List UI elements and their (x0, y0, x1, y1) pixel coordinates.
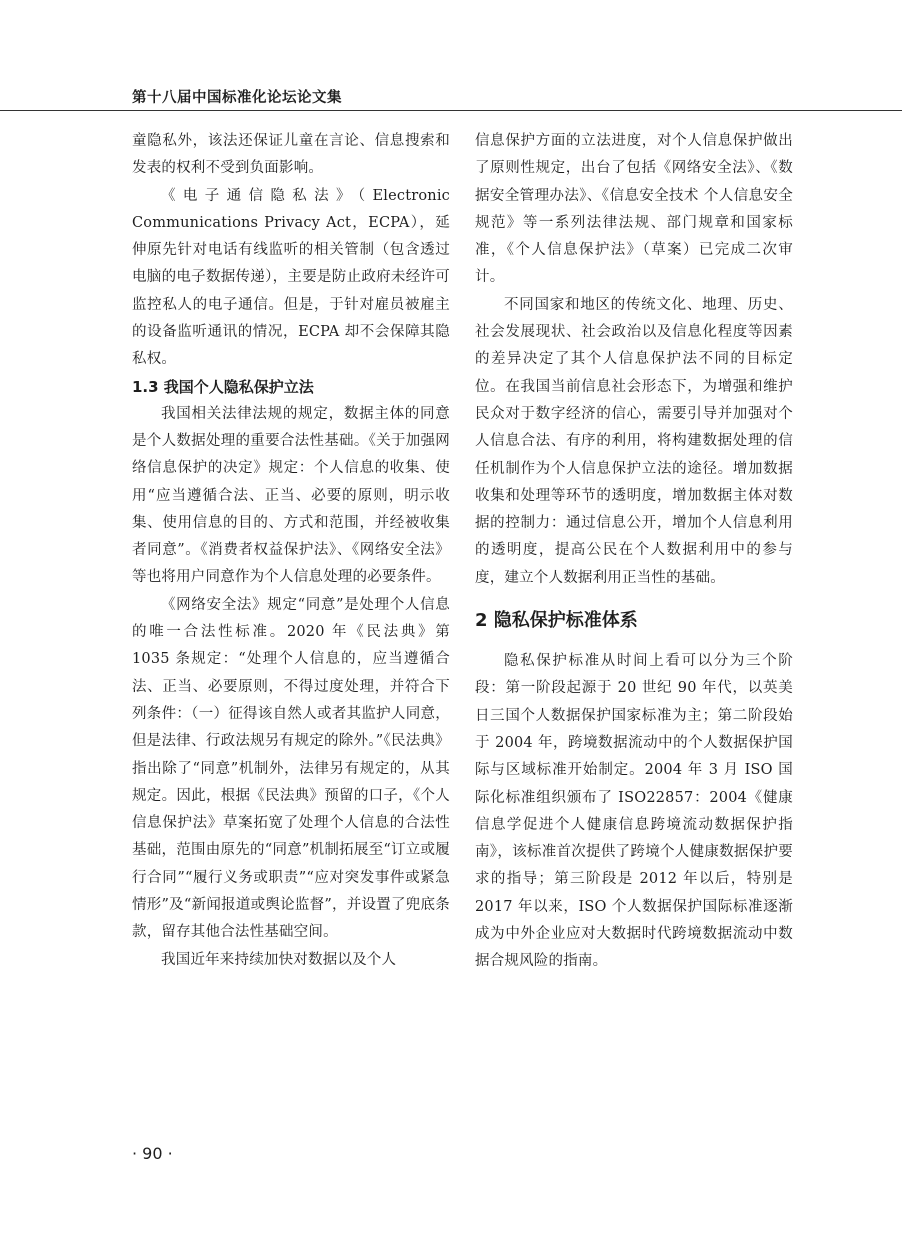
page-number: · 90 · (132, 1144, 173, 1163)
paragraph: 隐私保护标准从时间上看可以分为三个阶段：第一阶段起源于 20 世纪 90 年代，以英美日三国个人数据保护国家标准为主；第二阶段始于 2004 年，跨境数据流动中的个人数据保护国际与区域标准开始制定。2004 年 3 月 ISO 国际化标准组织颁布了 ISO22857：2004《健康信息学促进个人健康信息跨境流动数据保护指南》，该标准首次提供了跨境个人健康数据保护要求的指导；第三阶段是 2012 年以后，特别是 2017 年以来，ISO 个人数据保护国际标准逐渐成为中外企业应对大数据时代跨境数据流动中数据合规风险的指南。 (475, 653, 793, 970)
paragraph: 不同国家和地区的传统文化、地理、历史、社会发展现状、社会政治以及信息化程度等因素的差异决定了其个人信息保护法不同的目标定位。在我国当前信息社会形态下，为增强和维护民众对于数字经济的信心，需要引导并加强对个人信息合法、有序的利用，将构建数据处理的信任机制作为个人信息保护立法的途径。增加数据收集和处理等环节的透明度，增加数据主体对数据的控制力：通过信息公开，增加个人信息利用的透明度，提高公民在个人数据利用中的参与度，建立个人数据利用正当性的基础。 (475, 296, 793, 586)
section-heading-1-3: 1.3 我国个人隐私保护立法 (132, 377, 314, 396)
right-column (475, 128, 793, 976)
paragraph: 信息保护方面的立法进度，对个人信息保护做出了原则性规定，出台了包括《网络安全法》、《数据安全管理办法》、《信息安全技术 个人信息安全规范》等一系列法律法规、部门规章和国家标准，《个人信息保护法》（草案）已完成二次审计。 (475, 133, 793, 286)
paragraph: 《电子通信隐私法》（Electronic Communications Privacy Act，ECPA），延伸原先针对电话有线监听的相关管制（包含透过电脑的电子数据传递），主要是防止政府未经许可监控私人的电子通信。但是，于针对雇员被雇主的设备监听通讯的情况，ECPA 却不会保障其隐私权。 (132, 187, 450, 368)
paragraph: 我国近年来持续加快对数据以及个人 (161, 951, 397, 968)
header-rule (0, 110, 902, 111)
paragraph: 童隐私外，该法还保证儿童在言论、信息搜索和发表的权利不受到负面影响。 (132, 133, 450, 177)
left-column (132, 128, 450, 974)
section-heading-2: 2 隐私保护标准体系 (475, 610, 638, 632)
running-head-title: 第十八届中国标准化论坛论文集 (132, 90, 342, 106)
paragraph: 《网络安全法》规定“同意”是处理个人信息的唯一合法性标准。2020 年《民法典》第 1035 条规定：“处理个人信息的，应当遵循合法、正当、必要原则，不得过度处理，并符合下列条件：（一）征得该自然人或者其监护人同意，但是法律、行政法规另有规定的除外。”《民法典》指出除了“同意”机制外，法律另有规定的，从其规定。因此，根据《民法典》预留的口子，《个人信息保护法》草案拓宽了处理个人信息的合法性基础，范围由原先的“同意”机制拓展至“订立或履行合同”“履行义务或职责”“应对突发事件或紧急情形”及“新闻报道或舆论监督”，并设置了兜底条款，留存其他合法性基础空间。 (132, 596, 450, 941)
paragraph: 我国相关法律法规的规定，数据主体的同意是个人数据处理的重要合法性基础。《关于加强网络信息保护的决定》规定：个人信息的收集、使用“应当遵循合法、正当、必要的原则，明示收集、使用信息的目的、方式和范围，并经被收集者同意”。《消费者权益保护法》、《网络安全法》等也将用户同意作为个人信息处理的必要条件。 (132, 405, 450, 586)
